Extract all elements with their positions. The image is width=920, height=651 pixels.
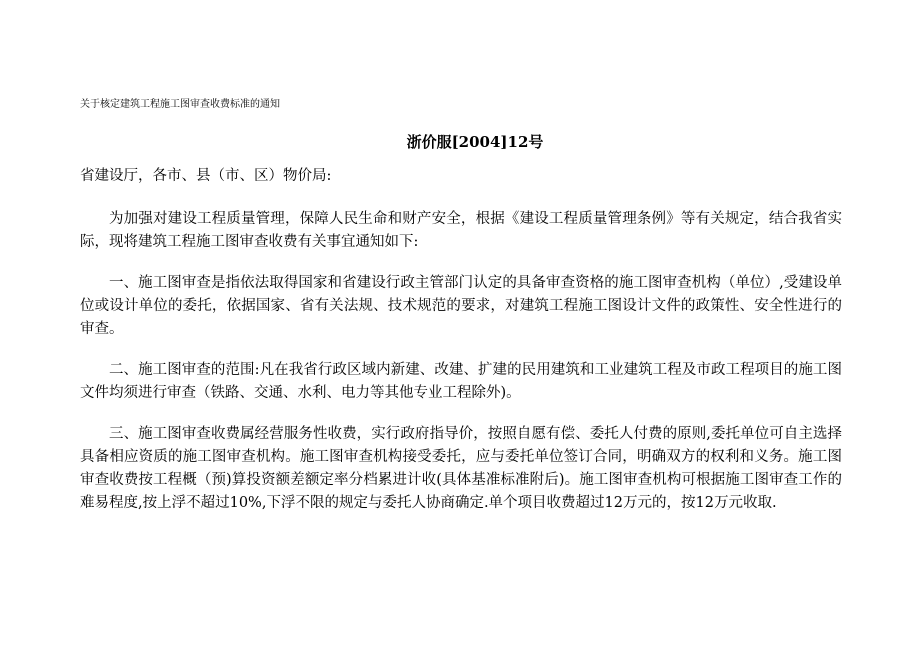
document-number: 浙价服[2004]12号 — [406, 133, 544, 151]
document-header-title: 关于核定建筑工程施工图审查收费标准的通知 — [80, 99, 280, 110]
salutation: 省建设厅，各市、县（市、区）物价局: — [80, 168, 332, 184]
paragraph-intro: 为加强对建设工程质量管理，保障人民生命和财产安全，根据《建设工程质量管理条例》等有关规定，结合我省实际，现将建筑工程施工图审查收费有关事宜通知如下: — [80, 211, 842, 250]
paragraph-item-1: 一、施工图审查是指依法取得国家和省建设行政主管部门认定的具备审查资格的施工图审查机构（单位）,受建设单位或设计单位的委托，依据国家、省有关法规、技术规范的要求，对建筑工程施工图设计文件的政策性、安全性进行的审查。 — [80, 275, 842, 337]
document-body — [80, 165, 842, 533]
paragraph-item-3: 三、施工图审查收费属经营服务性收费，实行政府指导价，按照自愿有偿、委托人付费的原则,委托单位可自主选择具备相应资质的施工图审查机构。施工图审查机构接受委托，应与委托单位签订合同，明确双方的权利和义务。施工图审查收费按工程概（预)算投资额差额定率分档累进计收(具体基准标准附后)。施工图审查机构可根据施工图审查工作的难易程度,按上浮不超过10%,下浮不限的规定与委托人协商确定.单个项目收费超过12万元的，按12万元收取. — [80, 426, 842, 511]
paragraph-item-2: 二、施工图审查的范围:凡在我省行政区域内新建、改建、扩建的民用建筑和工业建筑工程及市政工程项目的施工图文件均须进行审查（铁路、交通、水利、电力等其他专业工程除外)。 — [80, 362, 842, 401]
